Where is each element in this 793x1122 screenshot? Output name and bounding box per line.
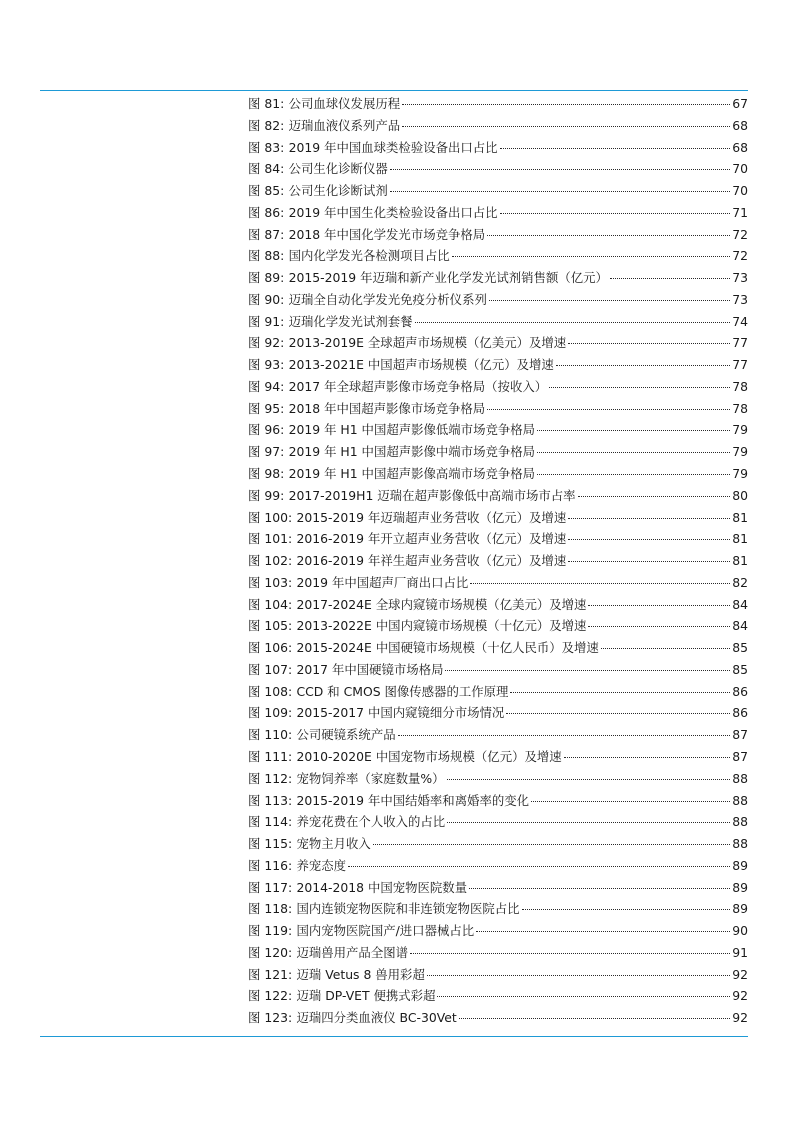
dot-leader — [506, 713, 730, 714]
toc-entry[interactable] — [248, 224, 748, 246]
figure-number: 图 84: — [248, 161, 285, 177]
dot-leader — [390, 191, 730, 192]
page-number: 78 — [732, 378, 748, 394]
dot-leader — [447, 822, 730, 823]
dot-leader — [402, 104, 730, 105]
dot-leader — [476, 931, 730, 932]
figure-number: 图 116: — [248, 857, 293, 873]
figure-title: 2013-2022E 中国内窥镜市场规模（十亿元）及增速 — [296, 618, 587, 634]
figure-title: 2015-2019 年中国结婚率和离婚率的变化 — [296, 792, 530, 808]
header-divider — [40, 90, 748, 91]
page-number: 88 — [732, 770, 748, 786]
dot-leader — [531, 801, 730, 802]
toc-entry[interactable] — [248, 615, 748, 637]
figure-title: 迈瑞全自动化学发光免疫分析仪系列 — [288, 291, 487, 307]
toc-entry[interactable] — [248, 115, 748, 137]
toc-entry[interactable] — [248, 964, 748, 986]
figure-title: 养宠花费在个人收入的占比 — [296, 814, 446, 830]
figure-number: 图 92: — [248, 335, 285, 351]
figure-title: 公司血球仪发展历程 — [288, 96, 401, 111]
toc-entry[interactable] — [248, 920, 748, 942]
toc-entry[interactable] — [248, 811, 748, 833]
dot-leader — [410, 953, 730, 954]
figure-title: 迈瑞四分类血液仪 BC-30Vet — [296, 1010, 457, 1026]
dot-leader — [588, 605, 730, 606]
figure-title: 2016-2019 年祥生超声业务营收（亿元）及增速 — [296, 553, 567, 569]
page-number: 92 — [732, 1010, 748, 1026]
figure-number: 图 100: — [248, 509, 293, 525]
page-number: 88 — [732, 814, 748, 830]
page-number: 74 — [732, 313, 748, 329]
toc-entry[interactable] — [248, 245, 748, 267]
toc-entry[interactable] — [248, 594, 748, 616]
figure-number: 图 99: — [248, 487, 285, 503]
toc-entry[interactable] — [248, 724, 748, 746]
toc-entry[interactable] — [248, 441, 748, 463]
figure-number: 图 98: — [248, 466, 285, 482]
page-number: 81 — [732, 509, 748, 525]
dot-leader — [568, 561, 730, 562]
dot-leader — [610, 278, 730, 279]
toc-entry[interactable] — [248, 180, 748, 202]
figure-number: 图 117: — [248, 879, 293, 895]
figure-number: 图 110: — [248, 727, 293, 743]
figure-number: 图 87: — [248, 226, 285, 242]
dot-leader — [500, 213, 731, 214]
page-number: 72 — [732, 248, 748, 264]
toc-entry[interactable] — [248, 267, 748, 289]
dot-leader — [588, 626, 730, 627]
toc-entry[interactable] — [248, 463, 748, 485]
page-number: 91 — [732, 944, 748, 960]
toc-entry[interactable] — [248, 354, 748, 376]
dot-leader — [487, 409, 730, 410]
toc-entry[interactable] — [248, 289, 748, 311]
dot-leader — [568, 518, 730, 519]
dot-leader — [510, 692, 730, 693]
toc-entry[interactable] — [248, 877, 748, 899]
page-number: 68 — [732, 117, 748, 133]
figure-title: 迈瑞 DP-VET 便携式彩超 — [296, 988, 436, 1004]
dot-leader — [537, 430, 730, 431]
page-number: 73 — [732, 270, 748, 286]
page-number: 81 — [732, 553, 748, 569]
page-number: 70 — [732, 183, 748, 199]
page-number: 79 — [732, 444, 748, 460]
page-number: 85 — [732, 661, 748, 677]
page-number: 89 — [732, 879, 748, 895]
figure-title: 宠物饲养率（家庭数量%） — [296, 770, 445, 786]
figure-title: 2019 年中国生化类检验设备出口占比 — [288, 204, 498, 220]
figure-number: 图 85: — [248, 183, 285, 199]
figure-number: 图 93: — [248, 357, 285, 373]
toc-entry[interactable] — [248, 702, 748, 724]
toc-entry[interactable] — [248, 637, 748, 659]
dot-leader — [578, 496, 731, 497]
figure-title: 国内连锁宠物医院和非连锁宠物医院占比 — [296, 901, 520, 917]
toc-entry[interactable] — [248, 507, 748, 529]
figure-number: 图 95: — [248, 400, 285, 416]
dot-leader — [415, 322, 731, 323]
figure-title: 迈瑞化学发光试剂套餐 — [288, 313, 413, 329]
figure-table-of-contents — [248, 93, 748, 1029]
figure-number: 图 122: — [248, 988, 293, 1004]
dot-leader — [348, 866, 730, 867]
figure-number: 图 115: — [248, 836, 293, 852]
figure-title: 2015-2019 年迈瑞和新产业化学发光试剂销售额（亿元） — [288, 270, 608, 286]
dot-leader — [459, 1018, 731, 1019]
page-number: 82 — [732, 574, 748, 590]
page-number: 92 — [732, 988, 748, 1004]
page-number: 84 — [732, 618, 748, 634]
toc-entry[interactable] — [248, 332, 748, 354]
dot-leader — [556, 365, 730, 366]
page-number: 88 — [732, 792, 748, 808]
figure-number: 图 118: — [248, 901, 293, 917]
figure-number: 图 81: — [248, 96, 285, 111]
page-number: 67 — [732, 96, 748, 111]
figure-title: 国内宠物医院国产/进口器械占比 — [296, 923, 475, 939]
page-number: 84 — [732, 596, 748, 612]
dot-leader — [522, 909, 731, 910]
figure-title: 2019 年 H1 中国超声影像低端市场竞争格局 — [288, 422, 536, 438]
figure-title: 2019 年 H1 中国超声影像中端市场竞争格局 — [288, 444, 536, 460]
figure-number: 图 109: — [248, 705, 293, 721]
figure-title: 2017-2024E 全球内窥镜市场规模（亿美元）及增速 — [296, 596, 587, 612]
figure-title: 迈瑞血液仪系列产品 — [288, 117, 401, 133]
page-number: 81 — [732, 531, 748, 547]
toc-entry[interactable] — [248, 485, 748, 507]
figure-title: 宠物主月收入 — [296, 836, 371, 852]
dot-leader — [489, 300, 730, 301]
page-number: 70 — [732, 161, 748, 177]
dot-leader — [564, 757, 731, 758]
dot-leader — [470, 583, 730, 584]
figure-title: 养宠态度 — [296, 857, 347, 873]
page-number: 79 — [732, 422, 748, 438]
figure-title: 2017 年全球超声影像市场竞争格局（按收入） — [288, 378, 548, 394]
figure-title: 国内化学发光各检测项目占比 — [288, 248, 450, 264]
page-number: 85 — [732, 640, 748, 656]
toc-entry[interactable] — [248, 158, 748, 180]
toc-entry[interactable] — [248, 855, 748, 877]
figure-number: 图 111: — [248, 748, 293, 764]
figure-title: 公司硬镜系统产品 — [296, 727, 396, 743]
dot-leader — [452, 256, 731, 257]
page-number: 79 — [732, 466, 748, 482]
toc-entry[interactable] — [248, 311, 748, 333]
page-number: 87 — [732, 727, 748, 743]
dot-leader — [469, 888, 730, 889]
dot-leader — [437, 996, 730, 997]
figure-title: 2018 年中国超声影像市场竞争格局 — [288, 400, 486, 416]
figure-number: 图 101: — [248, 531, 293, 547]
page-number: 87 — [732, 748, 748, 764]
figure-title: 2017 年中国硬镜市场格局 — [296, 661, 444, 677]
page-number: 92 — [732, 966, 748, 982]
figure-number: 图 104: — [248, 596, 293, 612]
figure-number: 图 112: — [248, 770, 293, 786]
page-number: 68 — [732, 139, 748, 155]
figure-number: 图 90: — [248, 291, 285, 307]
dot-leader — [568, 539, 730, 540]
dot-leader — [549, 387, 730, 388]
page-number: 77 — [732, 357, 748, 373]
toc-entry[interactable] — [248, 202, 748, 224]
page-number: 88 — [732, 836, 748, 852]
dot-leader — [445, 670, 730, 671]
figure-number: 图 108: — [248, 683, 293, 699]
figure-number: 图 103: — [248, 574, 293, 590]
figure-number: 图 107: — [248, 661, 293, 677]
page-number: 71 — [732, 204, 748, 220]
page-number: 73 — [732, 291, 748, 307]
dot-leader — [500, 148, 731, 149]
figure-number: 图 106: — [248, 640, 293, 656]
figure-title: 2019 年中国血球类检验设备出口占比 — [288, 139, 498, 155]
dot-leader — [487, 235, 730, 236]
dot-leader — [537, 452, 730, 453]
figure-title: 2017-2019H1 迈瑞在超声影像低中高端市场市占率 — [288, 487, 576, 503]
figure-number: 图 89: — [248, 270, 285, 286]
toc-entry[interactable] — [248, 942, 748, 964]
figure-number: 图 114: — [248, 814, 293, 830]
figure-number: 图 113: — [248, 792, 293, 808]
toc-entry[interactable] — [248, 528, 748, 550]
toc-entry[interactable] — [248, 985, 748, 1007]
toc-entry[interactable] — [248, 398, 748, 420]
figure-title: 2016-2019 年开立超声业务营收（亿元）及增速 — [296, 531, 567, 547]
dot-leader — [373, 844, 730, 845]
page-number: 86 — [732, 683, 748, 699]
figure-title: 2013-2021E 中国超声市场规模（亿元）及增速 — [288, 357, 554, 373]
figure-number: 图 119: — [248, 923, 293, 939]
footer-divider — [40, 1036, 748, 1037]
figure-title: 2019 年 H1 中国超声影像高端市场竞争格局 — [288, 466, 536, 482]
dot-leader — [390, 169, 730, 170]
figure-number: 图 105: — [248, 618, 293, 634]
figure-title: 2015-2024E 中国硬镜市场规模（十亿人民币）及增速 — [296, 640, 599, 656]
dot-leader — [447, 779, 731, 780]
figure-title: 公司生化诊断试剂 — [288, 183, 388, 199]
toc-entry[interactable] — [248, 898, 748, 920]
toc-entry[interactable] — [248, 572, 748, 594]
page-number: 77 — [732, 335, 748, 351]
figure-number: 图 123: — [248, 1010, 293, 1026]
figure-title: 2013-2019E 全球超声市场规模（亿美元）及增速 — [288, 335, 567, 351]
dot-leader — [537, 474, 730, 475]
toc-entry[interactable] — [248, 790, 748, 812]
figure-number: 图 88: — [248, 248, 285, 264]
toc-entry[interactable] — [248, 833, 748, 855]
toc-entry[interactable] — [248, 768, 748, 790]
figure-number: 图 97: — [248, 444, 285, 460]
figure-number: 图 82: — [248, 117, 285, 133]
figure-number: 图 96: — [248, 422, 285, 438]
dot-leader — [398, 735, 731, 736]
toc-entry[interactable] — [248, 550, 748, 572]
figure-title: 公司生化诊断仪器 — [288, 161, 388, 177]
toc-entry[interactable] — [248, 93, 748, 115]
figure-number: 图 91: — [248, 313, 285, 329]
figure-number: 图 121: — [248, 966, 293, 982]
page-number: 90 — [732, 923, 748, 939]
toc-entry[interactable] — [248, 681, 748, 703]
figure-title: CCD 和 CMOS 图像传感器的工作原理 — [296, 683, 509, 699]
page-number: 89 — [732, 901, 748, 917]
toc-entry[interactable] — [248, 376, 748, 398]
toc-entry[interactable] — [248, 137, 748, 159]
figure-title: 2015-2019 年迈瑞超声业务营收（亿元）及增速 — [296, 509, 567, 525]
figure-title: 2018 年中国化学发光市场竞争格局 — [288, 226, 486, 242]
figure-number: 图 83: — [248, 139, 285, 155]
page-number: 72 — [732, 226, 748, 242]
figure-title: 2014-2018 中国宠物医院数量 — [296, 879, 468, 895]
dot-leader — [427, 975, 730, 976]
figure-title: 迈瑞兽用产品全图谱 — [296, 944, 408, 960]
page-number: 89 — [732, 857, 748, 873]
page-number: 80 — [732, 487, 748, 503]
figure-number: 图 94: — [248, 378, 285, 394]
figure-title: 2019 年中国超声厂商出口占比 — [296, 574, 469, 590]
dot-leader — [402, 126, 730, 127]
toc-entry[interactable] — [248, 1007, 748, 1029]
figure-title: 2010-2020E 中国宠物市场规模（亿元）及增速 — [296, 748, 562, 764]
figure-number: 图 120: — [248, 944, 293, 960]
dot-leader — [568, 343, 730, 344]
page-number: 86 — [732, 705, 748, 721]
figure-title: 2015-2017 中国内窥镜细分市场情况 — [296, 705, 505, 721]
dot-leader — [601, 648, 730, 649]
toc-entry[interactable] — [248, 659, 748, 681]
figure-number: 图 86: — [248, 204, 285, 220]
toc-entry[interactable] — [248, 746, 748, 768]
figure-title: 迈瑞 Vetus 8 兽用彩超 — [296, 966, 425, 982]
toc-entry[interactable] — [248, 419, 748, 441]
page-number: 78 — [732, 400, 748, 416]
figure-number: 图 102: — [248, 553, 293, 569]
